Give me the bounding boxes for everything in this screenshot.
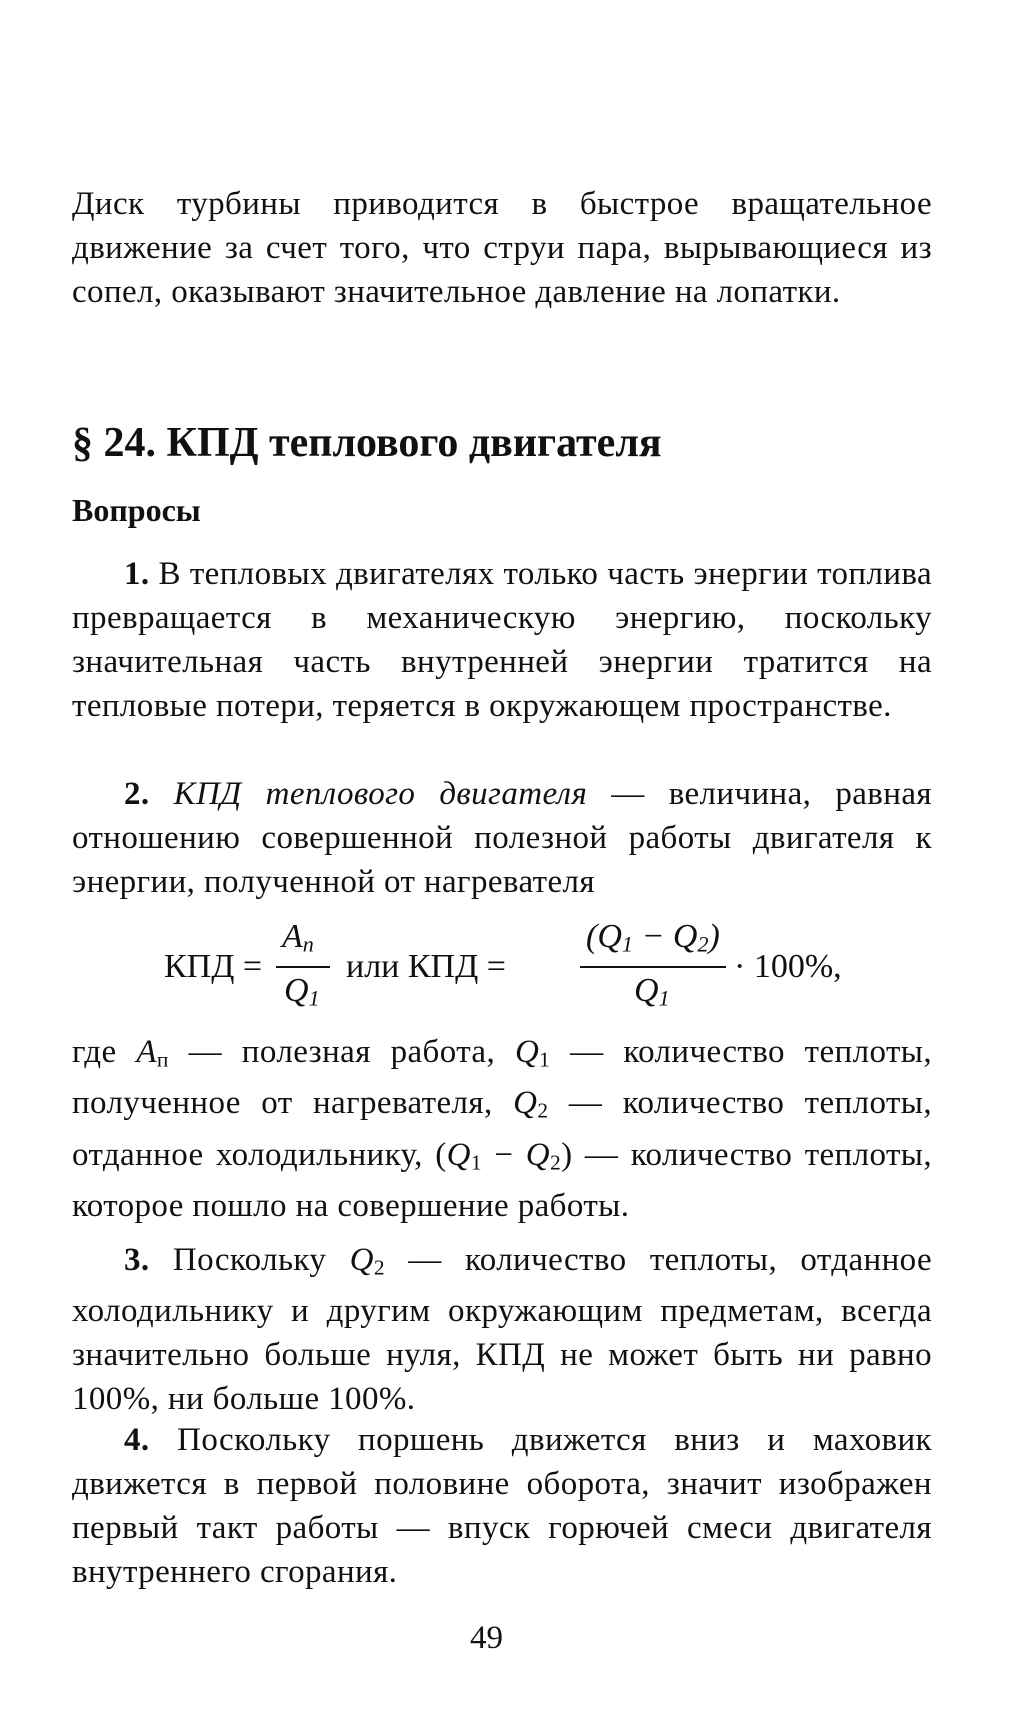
answer-text: Поскольку поршень движется вниз и маховик движется в первой половине оборота, значит изображен первый такт работы — впуск горючей смеси двигателя внутреннего сгорания. [72,1422,932,1590]
intro-paragraph: Диск турбины приводится в быстрое вращательное движение за счет того, что струи пара, вырывающиеся из сопел, оказывают значительное давление на лопатки. [72,186,932,310]
answer-number: 2. [124,776,150,812]
answer-2 [72,772,932,904]
formula-lhs: КПД = [164,948,263,985]
fraction2-denominator: $Q_1$ [634,972,670,1011]
answer-3: 3. Поскольку $Q_2$ — количество теплоты, отданное холодильнику и другим окружающим предметам, всегда значительно больше нуля, КПД не может быть ни равно 100%, ни больше 100%. [72,1242,932,1418]
answer-1 [72,552,932,728]
answer-text: — величина, равная отношению совершенной полезной работы двигателя к энергии, полученной от нагревателя [72,776,932,900]
fraction1-bar [276,966,330,968]
fraction1-denominator: $Q_1$ [284,972,320,1011]
defined-term: КПД теплового двигателя [173,776,588,812]
answer-number: 1. [124,556,150,592]
answer-4 [72,1418,932,1594]
formula-tail: · 100%, [734,948,842,985]
page-number: 49 [470,1620,503,1656]
fraction1-numerator: $A_п$ [282,918,314,957]
answer-number: 4. [124,1422,150,1458]
answer-text: В тепловых двигателях только часть энергии топлива превращается в механическую энергию, поскольку значительная часть внутренней энергии тратится на тепловые потери, теряется в окружающем пространстве. [72,556,932,724]
formula-explanation: где $A_п$ — полезная работа, $Q_1$ — количество теплоты, полученное от нагревателя, $Q_2$ — количество теплоты, отданное холодильнику, $(Q_1 - Q_2)$ — количество теплоты, которое пошло на совершение работы. [72,1034,932,1224]
fraction2-numerator: $(Q_1 - Q_2)$ [586,918,720,957]
questions-heading: Вопросы [72,492,201,528]
section-title: § 24. КПД теплового двигателя [72,420,662,466]
efficiency-formula [164,918,884,1018]
fraction2-bar [580,966,726,968]
answer-number: 3. [124,1242,150,1278]
formula-or: или КПД = [346,948,506,985]
